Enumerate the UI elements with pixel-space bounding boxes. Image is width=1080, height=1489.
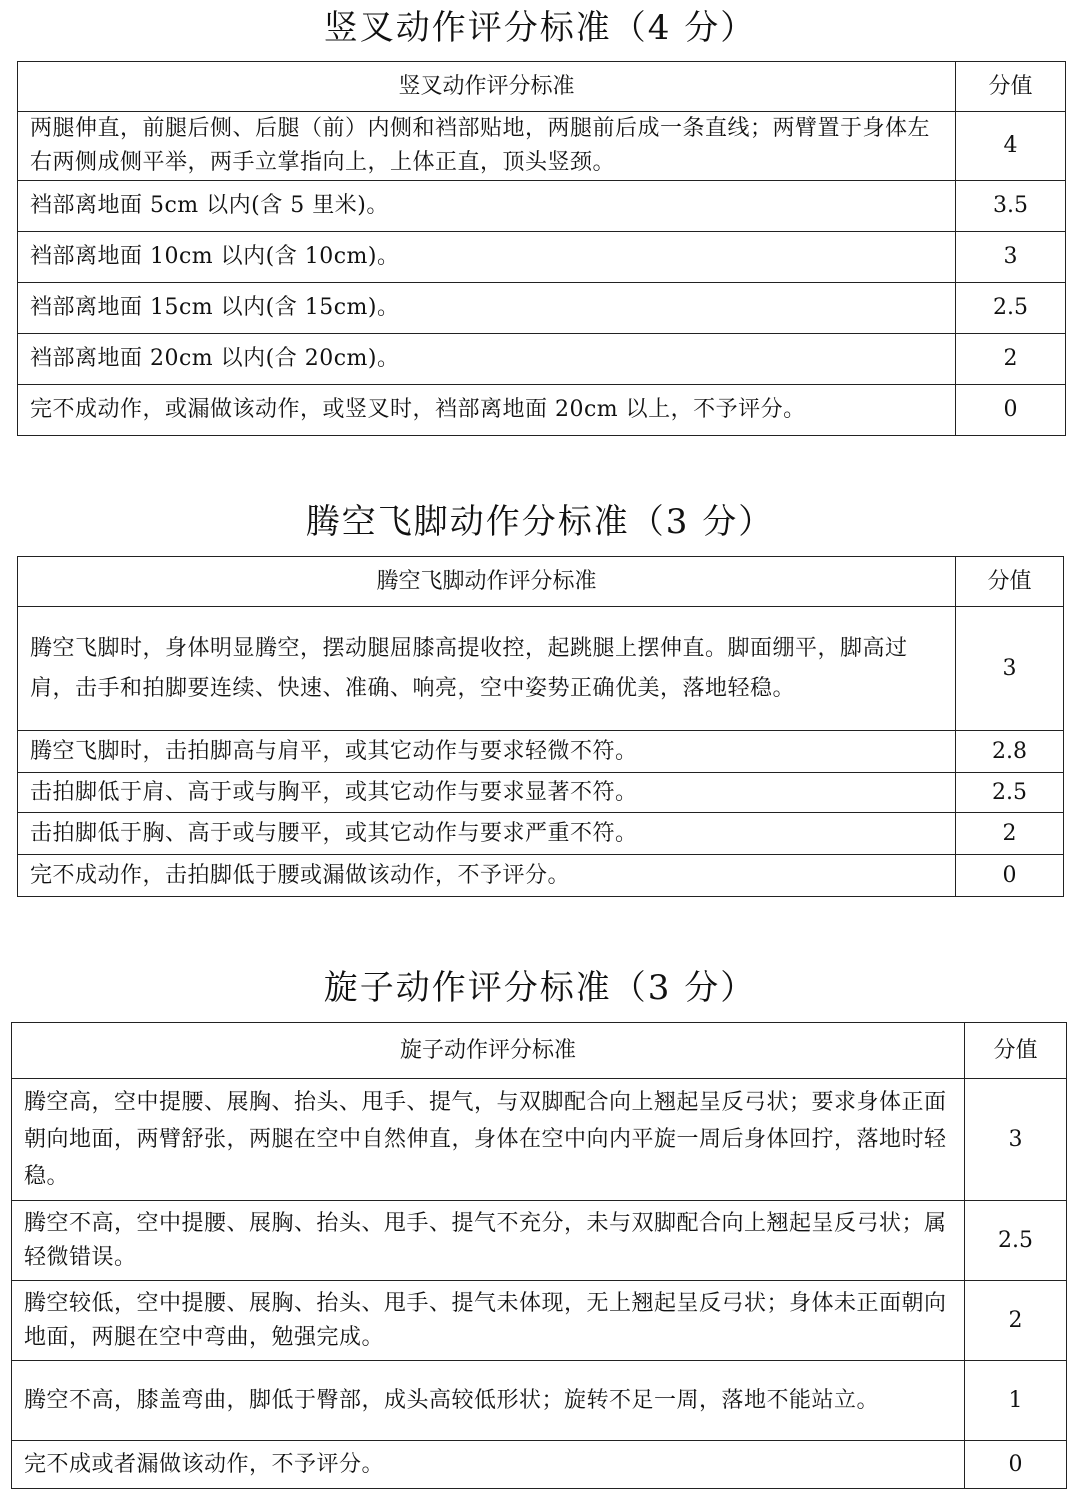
criteria-table-flying-kick: [17, 556, 1064, 897]
table-row: [18, 112, 1066, 181]
score-column-header: 分值: [965, 1023, 1067, 1079]
score-cell: 2: [956, 334, 1066, 385]
criteria-cell: 击拍脚低于胸、高于或与腰平，或其它动作与要求严重不符。: [18, 813, 956, 855]
score-cell: 2.5: [956, 773, 1064, 813]
score-cell: 0: [956, 855, 1064, 897]
criteria-cell: 两腿伸直，前腿后侧、后腿（前）内侧和裆部贴地，两腿前后成一条直线；两臂置于身体左右两侧成侧平举，两手立掌指向上，上体正直，顶头竖颈。: [18, 112, 956, 181]
table-header-row: [18, 557, 1064, 607]
criteria-cell: 裆部离地面 15cm 以内(含 15cm)。: [18, 283, 956, 334]
score-cell: 2: [965, 1281, 1067, 1361]
score-cell: 3: [956, 232, 1066, 283]
criteria-cell: 裆部离地面 10cm 以内(含 10cm)。: [18, 232, 956, 283]
table-row: [18, 773, 1064, 813]
criteria-cell: 腾空不高，膝盖弯曲，脚低于臀部，成头高较低形状；旋转不足一周，落地不能站立。: [12, 1361, 965, 1441]
criteria-cell: 裆部离地面 5cm 以内(含 5 里米)。: [18, 181, 956, 232]
criteria-column-header: 竖叉动作评分标准: [18, 62, 956, 112]
criteria-cell: 腾空高，空中提腰、展胸、抬头、甩手、提气，与双脚配合向上翘起呈反弓状；要求身体正面朝向地面，两臂舒张，两腿在空中自然伸直，身体在空中向内平旋一周后身体回拧，落地时轻稳。: [12, 1079, 965, 1201]
criteria-cell: 完不成动作，击拍脚低于腰或漏做该动作，不予评分。: [18, 855, 956, 897]
score-cell: 3: [965, 1079, 1067, 1201]
criteria-cell: 腾空不高，空中提腰、展胸、抬头、甩手、提气不充分，未与双脚配合向上翘起呈反弓状；属轻微错误。: [12, 1201, 965, 1281]
criteria-cell: 腾空飞脚时，身体明显腾空，摆动腿屈膝高提收控，起跳腿上摆伸直。脚面绷平，脚高过肩，击手和拍脚要连续、快速、准确、响亮，空中姿势正确优美，落地轻稳。: [18, 607, 956, 731]
table-header-row: [12, 1023, 1067, 1079]
score-column-header: 分值: [956, 62, 1066, 112]
section-title-split: 竖叉动作评分标准（4 分）: [323, 8, 757, 48]
table-row: [12, 1361, 1067, 1441]
criteria-table-split: [17, 61, 1066, 436]
criteria-table-whirlwind: [11, 1022, 1067, 1489]
score-cell: 2: [956, 813, 1064, 855]
criteria-cell: 击拍脚低于肩、高于或与胸平，或其它动作与要求显著不符。: [18, 773, 956, 813]
table-row: [18, 607, 1064, 731]
table-row: [18, 813, 1064, 855]
table-row: [18, 731, 1064, 773]
criteria-cell: 完不成动作，或漏做该动作，或竖叉时，裆部离地面 20cm 以上，不予评分。: [18, 385, 956, 436]
table-row: [18, 855, 1064, 897]
criteria-cell: 完不成或者漏做该动作，不予评分。: [12, 1441, 965, 1489]
table-row: [18, 283, 1066, 334]
criteria-cell: 腾空飞脚时，击拍脚高与肩平，或其它动作与要求轻微不符。: [18, 731, 956, 773]
score-column-header: 分值: [956, 557, 1064, 607]
table-row: [12, 1201, 1067, 1281]
table-row: [18, 385, 1066, 436]
score-cell: 0: [956, 385, 1066, 436]
table-row: [12, 1441, 1067, 1489]
score-cell: 0: [965, 1441, 1067, 1489]
score-cell: 3: [956, 607, 1064, 731]
criteria-cell: 裆部离地面 20cm 以内(合 20cm)。: [18, 334, 956, 385]
score-cell: 4: [956, 112, 1066, 181]
table-header-row: [18, 62, 1066, 112]
score-cell: 2.5: [965, 1201, 1067, 1281]
score-cell: 2.5: [956, 283, 1066, 334]
section-title-whirlwind: 旋子动作评分标准（3 分）: [323, 968, 757, 1008]
score-cell: 1: [965, 1361, 1067, 1441]
criteria-column-header: 旋子动作评分标准: [12, 1023, 965, 1079]
score-cell: 3.5: [956, 181, 1066, 232]
table-row: [18, 181, 1066, 232]
table-row: [18, 232, 1066, 283]
table-row: [12, 1079, 1067, 1201]
score-cell: 2.8: [956, 731, 1064, 773]
table-row: [12, 1281, 1067, 1361]
criteria-column-header: 腾空飞脚动作评分标准: [18, 557, 956, 607]
section-title-flying-kick: 腾空飞脚动作分标准（3 分）: [305, 502, 775, 542]
table-row: [18, 334, 1066, 385]
criteria-cell: 腾空较低，空中提腰、展胸、抬头、甩手、提气未体现，无上翘起呈反弓状；身体未正面朝向地面，两腿在空中弯曲，勉强完成。: [12, 1281, 965, 1361]
